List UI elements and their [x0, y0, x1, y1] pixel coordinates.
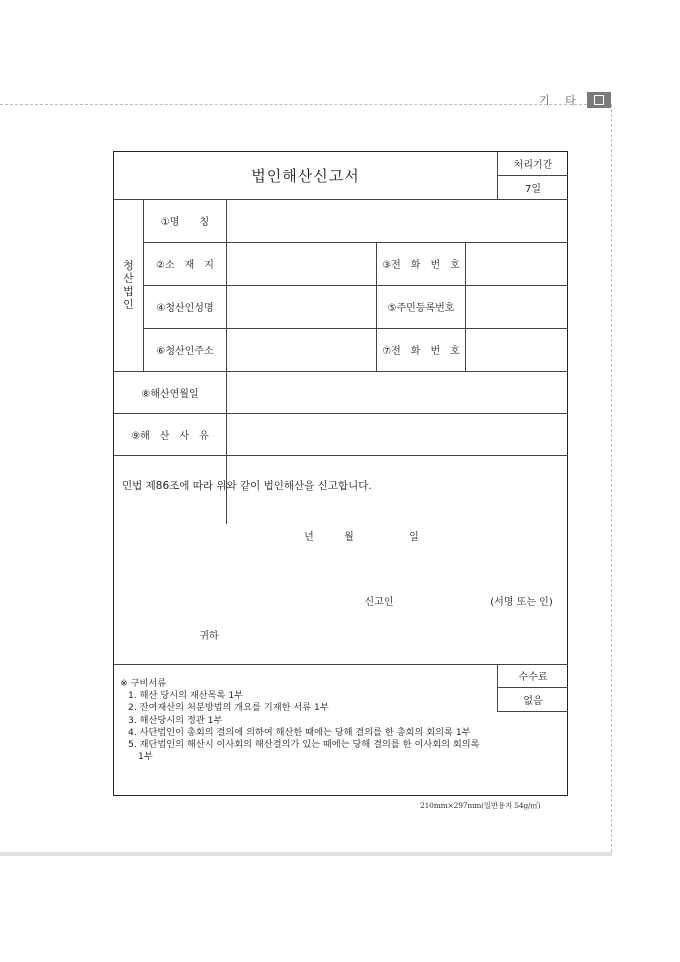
- phone-label-2: ⑦전 화 번 호: [382, 346, 460, 357]
- resident-number-label: ⑤주민등록번호: [387, 303, 455, 314]
- section-header-label: 기 타: [539, 94, 582, 107]
- corp-name-label: ①명 칭: [160, 217, 210, 228]
- document-item: 2. 잔여재산의 처분방법의 개요를 기재한 서류 1부: [128, 702, 329, 714]
- document-item: 3. 해산당시의 정관 1부: [128, 714, 223, 726]
- location-label: ②소 재 지: [156, 260, 214, 271]
- required-documents-list: [120, 678, 560, 763]
- reporter-label: 신고인: [364, 596, 394, 608]
- liquidator-name-label: ④청산인성명: [156, 303, 214, 314]
- processing-period-value: 7일: [524, 183, 542, 195]
- phone-label-1: ③전 화 번 호: [382, 260, 460, 271]
- form-title: 법인해산신고서: [251, 167, 360, 185]
- dissolution-date-label: ⑧해산연월일: [141, 388, 199, 400]
- liquidator-name-field[interactable]: [227, 285, 376, 328]
- processing-period-label: 처리기간: [513, 160, 553, 171]
- phone-field-2[interactable]: [466, 328, 568, 371]
- phone-field-1[interactable]: [466, 242, 568, 285]
- dissolution-date-field[interactable]: [227, 371, 568, 413]
- section-marker-icon: [587, 92, 611, 108]
- dissolution-report-form: [113, 151, 568, 796]
- liquidator-address-label: ⑥청산인주소: [156, 346, 214, 357]
- document-item: 4. 사단법인이 총회의 결의에 의하여 해산한 때에는 당해 결의를 한 총회의 회의록 1부: [128, 726, 471, 738]
- page-frame-bottom-border: [0, 852, 612, 856]
- document-item: 1. 해산 당시의 재산목록 1부: [128, 690, 244, 702]
- liquidation-corp-section-label: 청 산 법 인: [123, 259, 134, 311]
- date-day-label: 일: [409, 531, 419, 543]
- dissolution-reason-field[interactable]: [227, 413, 568, 455]
- addressee-label: 귀하: [199, 630, 219, 642]
- location-field[interactable]: [227, 242, 376, 285]
- paper-spec-footer: 210mm×297mm(일반용지 54g/㎡): [420, 801, 541, 810]
- signature-label: (서명 또는 인): [490, 596, 553, 608]
- declaration-statement: 민법 제86조에 따라 위와 같이 법인해산을 신고합니다.: [122, 479, 372, 492]
- document-item: 5. 재단법인의 해산시 이사회의 해산결의가 있는 때에는 당해 결의를 한 이사회의 회의록: [128, 739, 480, 751]
- page-frame-top-border: [0, 104, 612, 105]
- corp-name-field[interactable]: [227, 199, 568, 242]
- date-year-label: 년: [304, 531, 314, 543]
- fee-label: 수수료: [518, 672, 548, 683]
- resident-number-field[interactable]: [466, 285, 568, 328]
- page-frame-right-border: [611, 104, 612, 852]
- date-month-label: 월: [344, 531, 354, 543]
- required-documents-title: ※ 구비서류: [120, 678, 167, 689]
- fee-value: 없음: [523, 695, 543, 707]
- dissolution-reason-label: ⑨해 산 사 유: [131, 430, 209, 442]
- document-item-continuation: 1부: [138, 751, 153, 763]
- liquidator-address-field[interactable]: [227, 328, 376, 371]
